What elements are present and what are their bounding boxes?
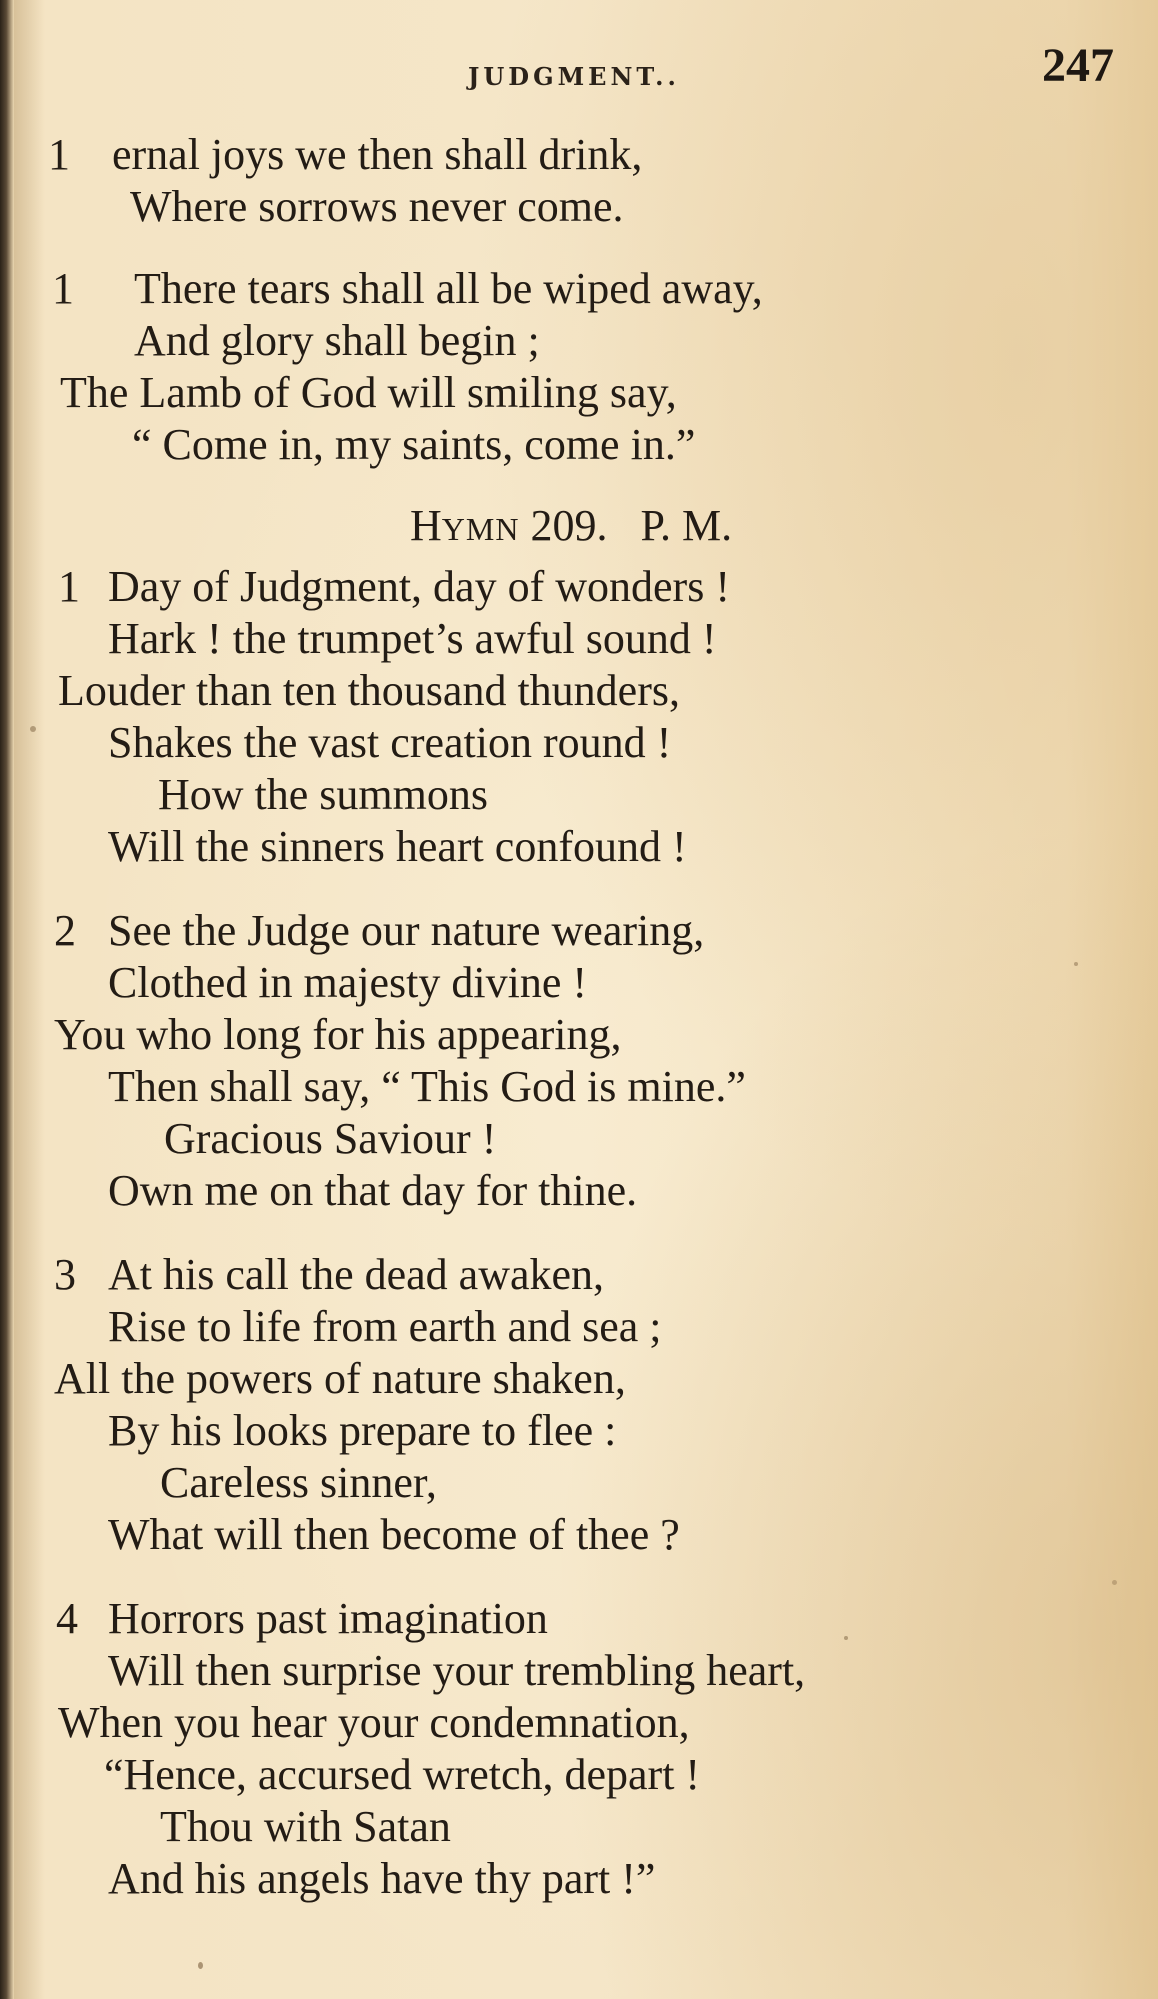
- verse-line: When you hear your condemnation,: [58, 1698, 690, 1747]
- verse-line: Louder than ten thousand thunders,: [58, 666, 680, 715]
- verse-line: See the Judge our nature wearing,: [108, 906, 705, 955]
- hymn-heading-number: 209. P. M.: [519, 501, 733, 550]
- verse-line: The Lamb of God will smiling say,: [60, 368, 677, 417]
- verse-line: There tears shall all be wiped away,: [134, 264, 763, 313]
- stanza-number: 1: [58, 562, 80, 611]
- paper-speck: [198, 1962, 203, 1969]
- verse-line: You who long for his appearing,: [54, 1010, 622, 1059]
- book-spine-edge: [0, 0, 14, 1999]
- verse-line: Rise to life from earth and sea ;: [108, 1302, 662, 1351]
- verse-line: Horrors past imagination: [108, 1594, 548, 1643]
- verse-line: Own me on that day for thine.: [108, 1166, 638, 1215]
- stanza-number: 3: [54, 1250, 76, 1299]
- stanza-number: 4: [56, 1594, 78, 1643]
- verse-line: And his angels have thy part !”: [108, 1854, 656, 1903]
- verse-line: Careless sinner,: [160, 1458, 437, 1507]
- paper-speck: [30, 726, 36, 732]
- hymn-heading-cap: H: [410, 501, 442, 550]
- verse-line: Gracious Saviour !: [164, 1114, 497, 1163]
- hymn-heading: [410, 500, 732, 551]
- verse-line: ernal joys we then shall drink,: [112, 130, 643, 179]
- stanza-number: 2: [54, 906, 76, 955]
- verse-line: Thou with Satan: [160, 1802, 451, 1851]
- page-number: 247: [1042, 39, 1114, 92]
- verse-line: Where sorrows never come.: [130, 182, 624, 231]
- verse-line: “ Come in, my saints, come in.”: [132, 420, 696, 469]
- running-title: JUDGMENT..: [468, 62, 680, 91]
- verse-line: Will then surprise your trembling heart,: [108, 1646, 806, 1695]
- verse-line: How the summons: [158, 770, 488, 819]
- verse-line: Will the sinners heart confound !: [108, 822, 687, 871]
- paper-speck: [844, 1636, 848, 1640]
- paper-speck: [1112, 1580, 1117, 1585]
- stanza-number: 1: [48, 130, 70, 179]
- verse-line: Clothed in majesty divine !: [108, 958, 588, 1007]
- paper-speck: [1074, 962, 1078, 966]
- verse-line: By his looks prepare to flee :: [108, 1406, 617, 1455]
- verse-line: And glory shall begin ;: [134, 316, 540, 365]
- stanza-number: 1: [52, 264, 74, 313]
- verse-line: “Hence, accursed wretch, depart !: [104, 1750, 701, 1799]
- verse-line: All the powers of nature shaken,: [54, 1354, 626, 1403]
- verse-line: Day of Judgment, day of wonders !: [108, 562, 730, 611]
- verse-line: What will then become of thee ?: [108, 1510, 680, 1559]
- verse-line: Then shall say, “ This God is mine.”: [108, 1062, 746, 1111]
- verse-line: Hark ! the trumpet’s awful sound !: [108, 614, 717, 663]
- hymn-heading-smallcaps: YMN: [441, 511, 520, 547]
- verse-line: At his call the dead awaken,: [108, 1250, 605, 1299]
- verse-line: Shakes the vast creation round !: [108, 718, 672, 767]
- gutter-shadow: [14, 0, 44, 1999]
